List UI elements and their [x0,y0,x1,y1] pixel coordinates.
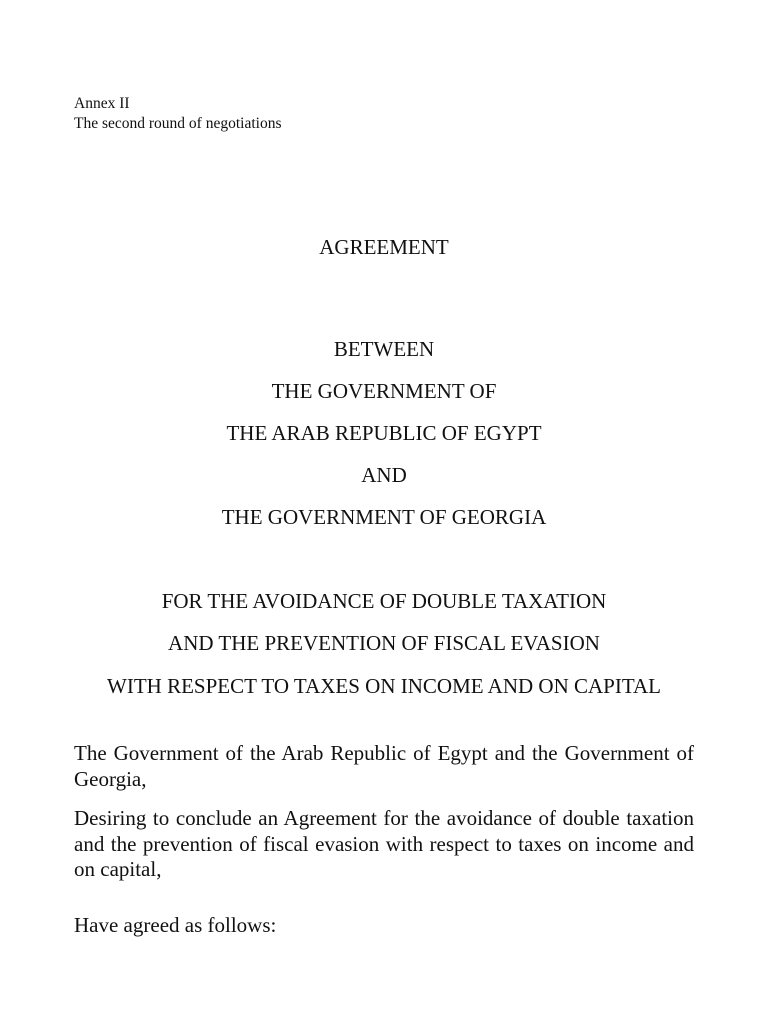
annex-header [74,94,281,134]
annex-label: Annex II [74,95,130,112]
purpose-line-3: WITH RESPECT TO TAXES ON INCOME AND ON CAPITAL [107,674,661,698]
desiring-paragraph: Desiring to conclude an Agreement for the avoidance of double taxation and the prevention of fiscal evasion with respect to taxes on income and on capital, [74,806,694,881]
agreed-paragraph: Have agreed as follows: [74,913,277,937]
between-heading: BETWEEN [333,337,435,361]
and-heading: AND [361,463,407,487]
annex-subtitle: The second round of negotiations [74,115,282,132]
agreement-heading: AGREEMENT [319,235,449,259]
parties-paragraph: The Government of the Arab Republic of Egypt and the Government of Georgia, [74,741,694,791]
purpose-line-1: FOR THE AVOIDANCE OF DOUBLE TAXATION [161,589,607,613]
government-of-heading: THE GOVERNMENT OF [271,379,497,403]
purpose-line-2: AND THE PREVENTION OF FISCAL EVASION [168,631,600,655]
georgia-heading: THE GOVERNMENT OF GEORGIA [221,505,547,529]
egypt-heading: THE ARAB REPUBLIC OF EGYPT [226,421,542,445]
